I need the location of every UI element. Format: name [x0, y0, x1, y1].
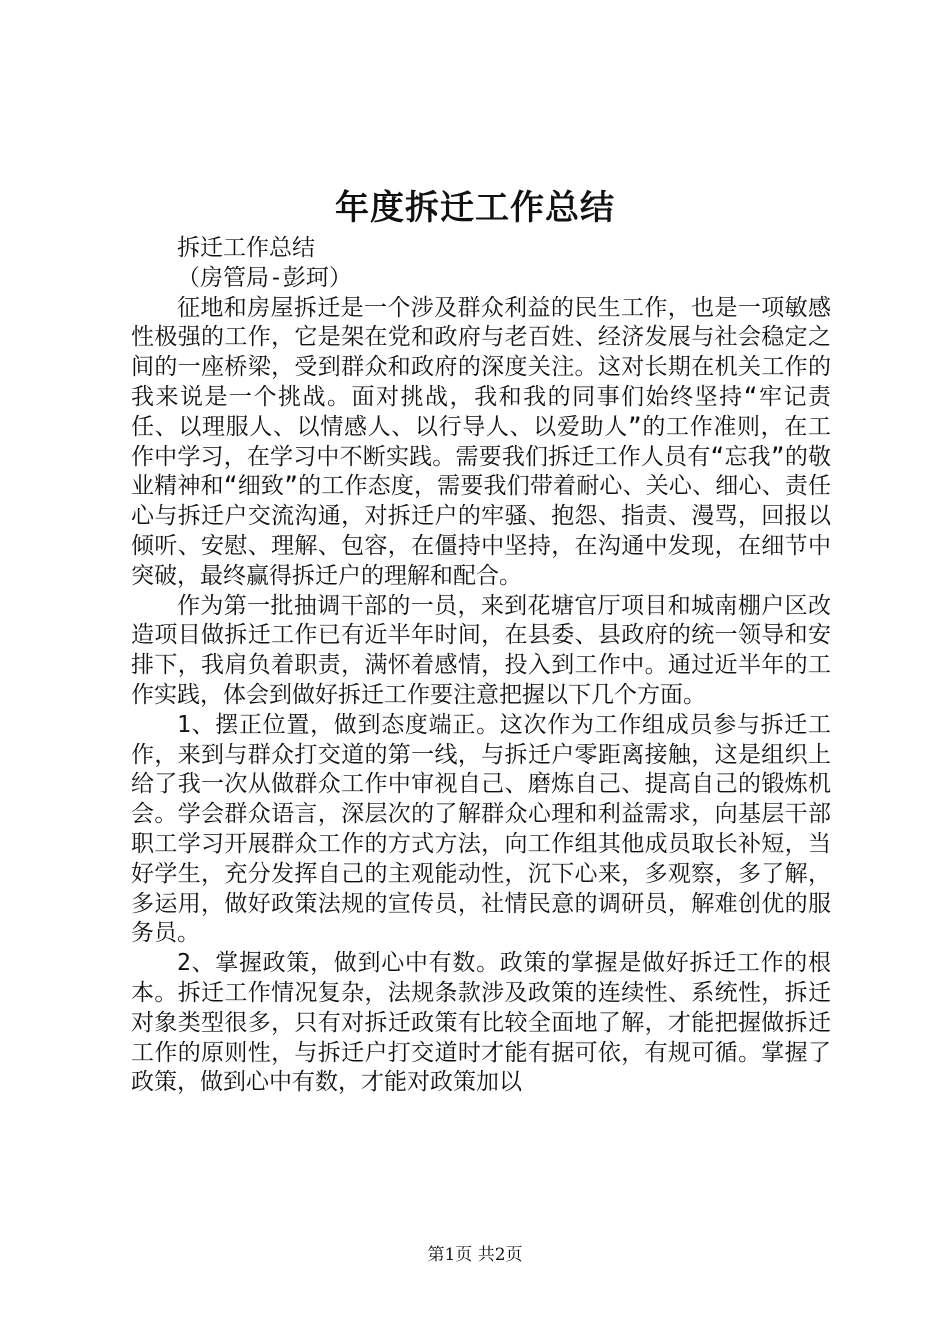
document-title: 年度拆迁工作总结	[335, 188, 615, 228]
document-body	[131, 234, 831, 1098]
paragraph: 作为第一批抽调干部的一员，来到花塘官厅项目和城南棚户区改造项目做拆迁工作已有近半年时间，在县委、县政府的统一领导和安排下，我肩负着职责，满怀着感情，投入到工作中。通过近半年的工作实践，体会到做好拆迁工作要注意把握以下几个方面。	[131, 592, 831, 708]
author-line: （房管局-彭珂）	[177, 264, 352, 291]
paragraph: 2、掌握政策，做到心中有数。政策的掌握是做好拆迁工作的根本。拆迁工作情况复杂，法规条款涉及政策的连续性、系统性，拆迁对象类型很多，只有对拆迁政策有比较全面地了解，才能把握做拆迁工作的原则性，与拆迁户打交道时才能有据可依，有规可循。掌握了政策，做到心中有数，才能对政策加以	[131, 950, 831, 1096]
page-footer: 第1页 共2页	[427, 1245, 523, 1265]
subtitle-line: 拆迁工作总结	[177, 235, 315, 261]
paragraph: 1、摆正位置，做到态度端正。这次作为工作组成员参与拆迁工作，来到与群众打交道的第一线，与拆迁户零距离接触，这是组织上给了我一次从做群众工作中审视自己、磨炼自己、提高自己的锻炼机会。学会群众语言，深层次的了解群众心理和利益需求，向基层干部职工学习开展群众工作的方式方法，向工作组其他成员取长补短，当好学生，充分发挥自己的主观能动性，沉下心来，多观察，多了解，多运用，做好政策法规的宣传员，社情民意的调研员，解难创优的服务员。	[131, 711, 831, 947]
paragraph: 征地和房屋拆迁是一个涉及群众利益的民生工作，也是一项敏感性极强的工作，它是架在党和政府与老百姓、经济发展与社会稳定之间的一座桥梁，受到群众和政府的深度关注。这对长期在机关工作的我来说是一个挑战。面对挑战，我和我的同事们始终坚持“牢记责任、以理服人、以情感人、以行导人、以爱助人”的工作准则，在工作中学习，在学习中不断实践。需要我们拆迁工作人员有“忘我”的敬业精神和“细致”的工作态度，需要我们带着耐心、关心、细心、责任心与拆迁户交流沟通，对拆迁户的牢骚、抱怨、指责、漫骂，回报以倾听、安慰、理解、包容，在僵持中坚持，在沟通中发现，在细节中突破，最终赢得拆迁户的理解和配合。	[131, 294, 831, 589]
